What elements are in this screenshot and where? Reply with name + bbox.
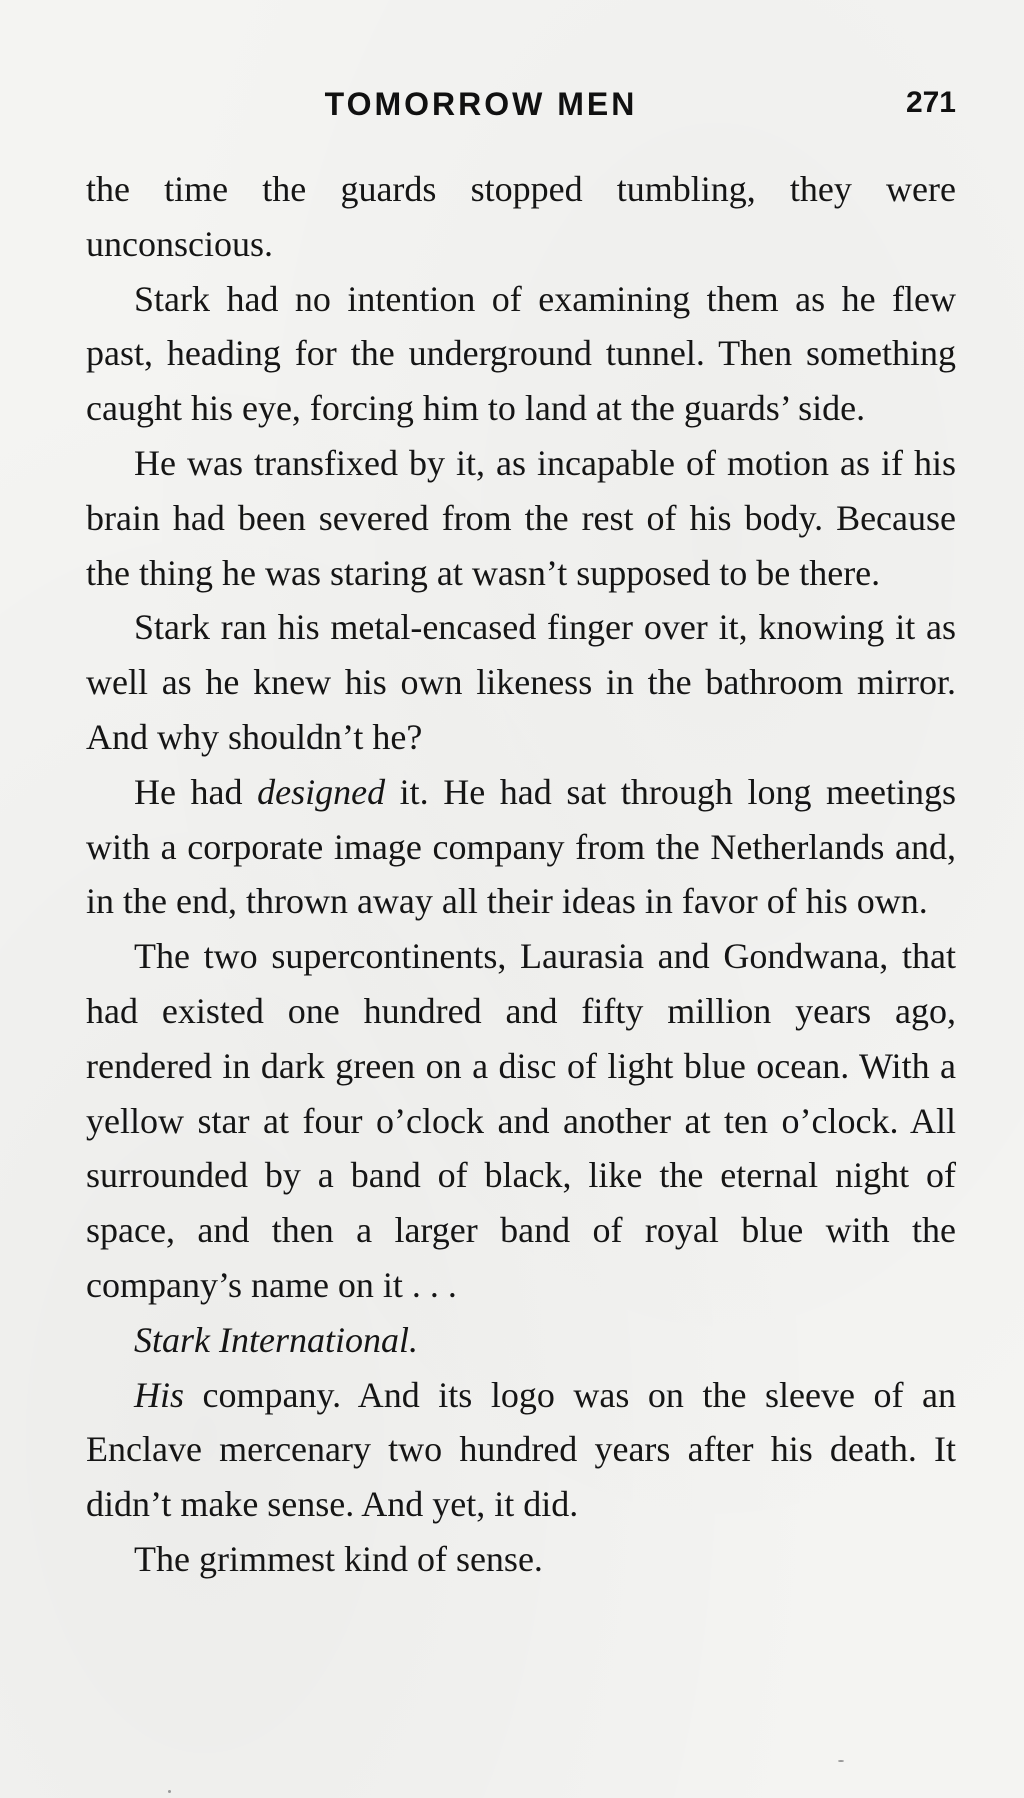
italic-text: Stark International. [134, 1319, 418, 1360]
paragraph [86, 600, 956, 764]
italic-text: designed [257, 771, 386, 812]
text-run: The two supercontinents, Laurasia and Gondwana, that had existed one hundred and fifty million years ago, rendered in dark green on a disc of light blue ocean. With a yellow star at four o’clock and another at ten o’clock. All surrounded by a band of black, like the eternal night of space, and then a larger band of royal blue with the company’s name on it . . . [86, 936, 956, 1305]
paragraph [86, 1532, 956, 1587]
paragraph [86, 272, 956, 436]
italic-text: His [134, 1374, 185, 1415]
paragraph [86, 765, 956, 929]
running-head [86, 86, 956, 130]
body-text [86, 162, 956, 1587]
text-run: company. And its logo was on the sleeve of an Enclave mercenary two hundred years after his death. It didn’t make sense. And yet, it did. [86, 1374, 956, 1525]
text-run: Stark had no intention of examining them as he flew past, heading for the underground tunnel. Then something caught his eye, forcing him to land at the guards’ side. [86, 278, 956, 429]
paragraph [86, 1368, 956, 1532]
paper-speck [168, 1790, 171, 1793]
text-run: The grimmest kind of sense. [134, 1538, 543, 1579]
paper-speck [838, 1760, 844, 1762]
page-number: 271 [905, 86, 956, 119]
text-run: He had [134, 771, 258, 812]
text-run: the time the guards stopped tumbling, they were unconscious. [86, 169, 956, 264]
text-run: He was transfixed by it, as incapable of motion as if his brain had been severed from the rest of his body. Because the thing he was staring at wasn’t supposed to be there. [86, 442, 956, 593]
paragraph [86, 162, 956, 272]
running-title: TOMORROW MEN [324, 86, 638, 122]
paragraph [86, 929, 956, 1313]
paragraph [86, 1313, 956, 1368]
text-run: it. He had sat through long meetings with a corporate image company from the Netherlands and, in the end, thrown away all their ideas in favor of his own. [86, 771, 956, 922]
text-run: Stark ran his metal-encased finger over it, knowing it as well as he knew his own likeness in the bathroom mirror. And why shouldn’t he? [86, 607, 956, 757]
paragraph [86, 436, 956, 600]
